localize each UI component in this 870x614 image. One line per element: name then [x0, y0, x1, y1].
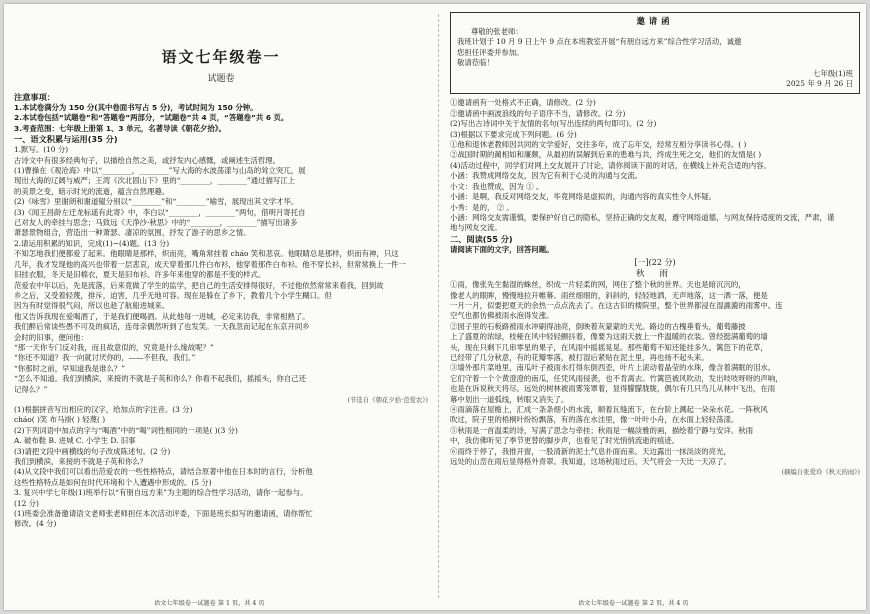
reading-line: 一月一月，似要把夏天的余热一点点洗去了。在这古旧的楼院里，整个世界都浸在湿漉漉的雨雾中。连 — [450, 300, 783, 310]
question-line: ①邀请函有一处格式不正确，请修改。(2 分) — [450, 98, 596, 108]
section1-body — [14, 145, 428, 395]
letter-questions — [450, 98, 860, 233]
text-line: 范爱农中年以后，先是流落，后来竟做了学生的监学，把自己的生活安排得很好，不过他依然常常来看我，回到故 — [14, 280, 384, 290]
left-page — [14, 12, 428, 594]
question-line: (3)请把文段中画横线的句子改成陈述句。(2 分) — [14, 446, 171, 456]
reading-line: 吹过，院子里的梧桐叶纷纷飘落，有的落在水洼里，像一叶叶小舟，在水面上轻轻荡漾。 — [450, 415, 739, 425]
question-line: 小文：我也赞成，因为 ① 。 — [450, 181, 544, 191]
reading-line: ③墙外那片菜地里，南瓜叶子被雨水打得东倒西歪，叶片上滚动着晶莹的水珠，像含着满眶的泪水。 — [450, 363, 776, 373]
letter-body — [457, 37, 853, 68]
reading-line: 中，我仿佛听见了季节更替的脚步声，也看见了时光悄悄流逝的痕迹。 — [450, 436, 680, 446]
question-line: 这些性格特点是如何在时代环境和个人遭遇中形成的。(5 分) — [14, 477, 212, 487]
footer-page-2: 语文七年级卷一试题卷 第 2 页，共 4 页 — [578, 600, 689, 607]
text-line: 2.请运用积累的知识，完成(1)~(4)题。(13 分) — [14, 238, 170, 248]
question-line: 我们到横滨，来接的不就是子英和你么？ — [14, 457, 148, 466]
letter-line: 我班计划于 10 月 9 日上午 9 点在本班教室开展“有朋自远方来”综合性学习活动，诚邀 — [457, 37, 742, 47]
reading-line: ⑤秋雨是一首温柔的诗，写满了思念与牵挂；秋雨是一幅淡雅的画，描绘着宁静与安详。秋雨 — [450, 425, 754, 435]
letter-greeting: 尊敬的张老师： — [471, 27, 523, 36]
text-line: “你还不知道？我一向就讨厌你的，——不但我，我们。” — [14, 353, 196, 363]
question-line: (3)根据以下要求完成下列问题。(6 分) — [450, 129, 577, 139]
letter-signature: 七年级(1)班 — [812, 68, 853, 78]
question-line: (2)写出古诗词中关于友情的名句(写出连续的两句即可)。(2 分) — [450, 119, 657, 129]
text-line: 几年，我才发现他的高兴也带着一层悲哀，成天穿着那几件白布衫，他穿着那件白布衫。他不穿长衫，但常常换上一件一 — [14, 259, 406, 269]
text-line: 我们醉后常谈些愚不可及的疯话，连母亲偶然听到了也发笑。一天我忽而记起在东京开同乡 — [14, 322, 310, 332]
text-line: 萧瑟景物组合，营造出一种萧瑟、凄凉的氛围，抒发了游子的思乡之情。 — [14, 228, 251, 238]
page-divider — [438, 14, 439, 598]
question-line: 地与网友交流。 — [450, 223, 502, 233]
notice-heading: 注意事项： — [14, 92, 55, 102]
question-line: 小涵：我赞成网络交友，因为它有利于心灵的沟通与交流。 — [450, 171, 643, 181]
text-line: “那一天你专门反对我，而且故意似的，究竟是什么缘故呢？” — [14, 342, 214, 352]
right-page — [450, 12, 860, 594]
question-line: cháo( )笑 布马褂( ) 轻蔑( ) — [14, 415, 106, 425]
question-line: ②战国时期的蔺相如和廉颇，从最初的误解到后来的患难与共，终成生死之交，他们的友情是( ) — [450, 150, 762, 160]
reading-line: 上了盛夏的浓绿，枝桠在风中轻轻颤抖着，像要为这雨天披上一件温暖的衣装。曾经挺满葡萄的墙 — [450, 332, 768, 342]
text-line: 不知怎地我们便都爱了起来。他眼睛是那样，炽而亮，嘴角常挂着 cháo 笑和悲哀。他眼睛总是那样，炽而有神，只这 — [14, 249, 399, 259]
text-line: 会时的旧事，便问他： — [14, 332, 88, 342]
question-line: 小涵：网络交友需谨慎，要保护好自己的隐私，坚持正确的交友观，遵守网络道德，与网友保持适度的交流，严肃，谨 — [450, 212, 835, 222]
question-line: (1)根据拼音写出相应的汉字，给加点的字注音。(3 分) — [14, 404, 193, 414]
section1-heading: 一、语文积累与运用(35 分) — [14, 134, 118, 145]
text-line: 记得么？” — [14, 384, 48, 394]
question-line: (4)从文段中我们可以看出范爱农的一些性格特点，请结合原著中他在日本时的言行，分析他 — [14, 467, 313, 477]
text-line: 旧挂衣服，冬天是旧棉衣，夏天是旧布衫。许多年来他穿的都是不变的样式。 — [14, 270, 266, 280]
question-line: 小涵：是啊，我反对网络交友，毕竟网络是虚拟的，沟通内容的真实性令人怀疑。 — [450, 192, 717, 202]
notice-item: 1.本试卷满分为 150 分(其中卷面书写占 5 分)，考试时间为 150 分钟。 — [14, 103, 258, 112]
reading-line: 幕中划出一道弧线，转眼又消失了。 — [450, 394, 569, 404]
exam-title: 语文七年级卷一 — [161, 48, 281, 66]
letter-line: 您担任评委并参加。 — [457, 47, 524, 57]
text-line: 现出大海的辽阔与威严；王湾《次北固山下》里的“________，________”通过描写江上 — [14, 176, 296, 186]
letter-title: 邀请函 — [636, 16, 674, 26]
text-line: (3)《闻王昌龄左迁龙标遥有此寄》中，李白以“________，________”两句，借明月寄托自 — [14, 207, 306, 217]
text-line: (1)曹操在《观沧海》中以“________，________”写大海的水波荡漾与山岛的耸立突兀，展 — [14, 166, 306, 176]
text-line: 的美景之变，暗示时光的流逝，蕴含自然理趣。 — [14, 186, 170, 196]
question-line: ①他和退休老教师因共同的文学爱好，交往多年，成了忘年交，经常互相分享读书心得。( ) — [450, 140, 747, 150]
reading-line: 远处的山峦在雨后显得格外青翠。我知道，这场秋雨过后，天气将会一天比一天凉了。 — [450, 457, 731, 467]
question-line: (12 分) — [14, 498, 39, 508]
notice-list — [14, 103, 428, 134]
passage-source: (节选自《朝花夕拾·范爱农》) — [347, 395, 428, 404]
question-line: 小秀：是的， ② 。 — [450, 202, 514, 212]
letter-date: 2025 年 9 月 26 日 — [786, 79, 853, 89]
text-line: 古诗文中有很多经典句子，以描绘自然之美，或抒发内心感慨，或阐述生活哲理。 — [14, 155, 281, 165]
text-line: 他又告诉我现在爱喝酒了，于是我们便喝酒。从此他每一进城，必定来访我，非常相熟了。 — [14, 311, 310, 321]
question-line: 修改。(4 分) — [14, 519, 57, 529]
letter-line: 敬请莅临！ — [457, 58, 494, 68]
notice-item: 2.本试卷包括“试题卷”和“答题卷”两部分，“试题卷”共 4 页，“答题卷”共 6 页。 — [14, 113, 289, 123]
text-line: 1.默写。(10 分) — [14, 145, 69, 155]
reading-title: 秋 雨 — [636, 269, 674, 280]
reading-label: [一](22 分) — [634, 258, 676, 268]
exam-sheet — [4, 4, 866, 610]
text-line: “你那时之前，早知道我是谁么？” — [14, 363, 126, 373]
text-line: (2)《咏雪》里谢朗和谢道韫分别以“________”和“________”喻雪，展现出其文学才华。 — [14, 197, 299, 207]
section1-questions — [14, 405, 428, 530]
reading-line: ④雨滴落在屋檐上，汇成一条条细小的水流，顺着瓦缝流下，在台阶上溅起一朵朵水花。一阵秋风 — [450, 405, 768, 414]
reading-line: ②园子里的石板路被雨水冲刷得油亮，倒映着灰蒙蒙的天光。路边的古槐垂着头，葡萄藤披 — [450, 321, 746, 331]
reading-line: 它们守着一个个黄澄澄的南瓜，任凭风雨侵袭，也不肯离去。竹篱笆被风吹动，发出吱吱呀呀的声响， — [450, 373, 783, 383]
section2-heading: 二、阅读(55 分) — [450, 233, 513, 244]
reading-line: ⑥雨终于停了，我推开窗，一股清新的泥土气息扑面而来。天边露出一抹淡淡的亮光， — [450, 446, 731, 456]
notice-item: 3.考查范围：七年级上册第 1、3 单元，名著导读《朝花夕拾》。 — [14, 123, 226, 133]
reading-line: 空气也都仿佛被雨水泡得发涨。 — [450, 311, 554, 321]
question-line: 3. 复兴中学七年级(1)班举行以“有朋自远方来”为主题的综合性学习活动，请你一起参与。 — [14, 488, 308, 498]
reading-line: 像老人的眼眸，慢慢地拉开帷幕。雨丝细细的，斜斜的，轻轻地洒，无声地落，这一洒一落，便是 — [450, 290, 768, 300]
exam-subtitle: 试题卷 — [207, 74, 235, 84]
text-line: “怎么不知道。我们到横滨，来接的不就是子英和你么？你看不起我们，摇摇头，你自己还 — [14, 374, 307, 384]
invitation-letter — [450, 12, 860, 94]
question-line: ②邀请函中画波浪线的句子语序不当，请修改。(2 分) — [450, 108, 626, 118]
text-line: 己对友人的牵挂与思念；马致远《天净沙·秋思》中的“________，________”描写出诸多 — [14, 218, 298, 228]
question-line: A. 破布鞋 B. 进城 C. 小学生 D. 旧事 — [14, 436, 136, 446]
reading-line: 已经带了几分秋意，有的花瓣零落，被打湿后紧贴在泥土里，再也扬不起头来。 — [450, 352, 709, 362]
reading-line: 头，现在只剩下几串零星的果子，在风雨中摇摇晃晃。那些葡萄不知还能挂多久。篱笆下的花草， — [450, 342, 768, 352]
reading-line: ①雨，像张先生黏湿的蛛丝，织成一片轻柔的网，网住了整个秋的世界。天也是暗沉沉的， — [450, 280, 746, 290]
footer-page-1: 语文七年级卷一试题卷 第 1 页，共 4 页 — [154, 600, 265, 607]
question-line: (1)班委会准备邀请语文老师张老师担任本次活动评委，下面是班长拟写的邀请函，请你帮忙 — [14, 509, 313, 519]
text-line: 乡之后，又受着轻蔑，排斥，迫害，几乎无地可容。现在是躲在了乡下，教着几个小学生糊口。但 — [14, 290, 332, 300]
text-line: 因为有时觉得很气闷，所以也趁了航船进城来。 — [14, 301, 170, 311]
question-line: (4)活动过程中，同学们对网上交友展开了讨论，请你阅读下面的对话，在横线上补充合适的内容。 — [450, 160, 771, 170]
reading-line: 也是在诉说秋天将尽。远处的树林被雨雾笼罩着，显得朦朦胧胧，偶尔有几只鸟儿从林中飞出，在雨 — [450, 384, 776, 394]
reading-source: (摘编自张爱玲《秋天的雨》) — [781, 468, 860, 477]
reading-body — [450, 280, 860, 467]
question-line: (2)下列词语中加点的字与“喝酒”中的“喝”词性相同的一项是( )(3 分) — [14, 425, 238, 435]
reading-instruction: 请阅读下面的文字，回答问题。 — [450, 244, 554, 254]
